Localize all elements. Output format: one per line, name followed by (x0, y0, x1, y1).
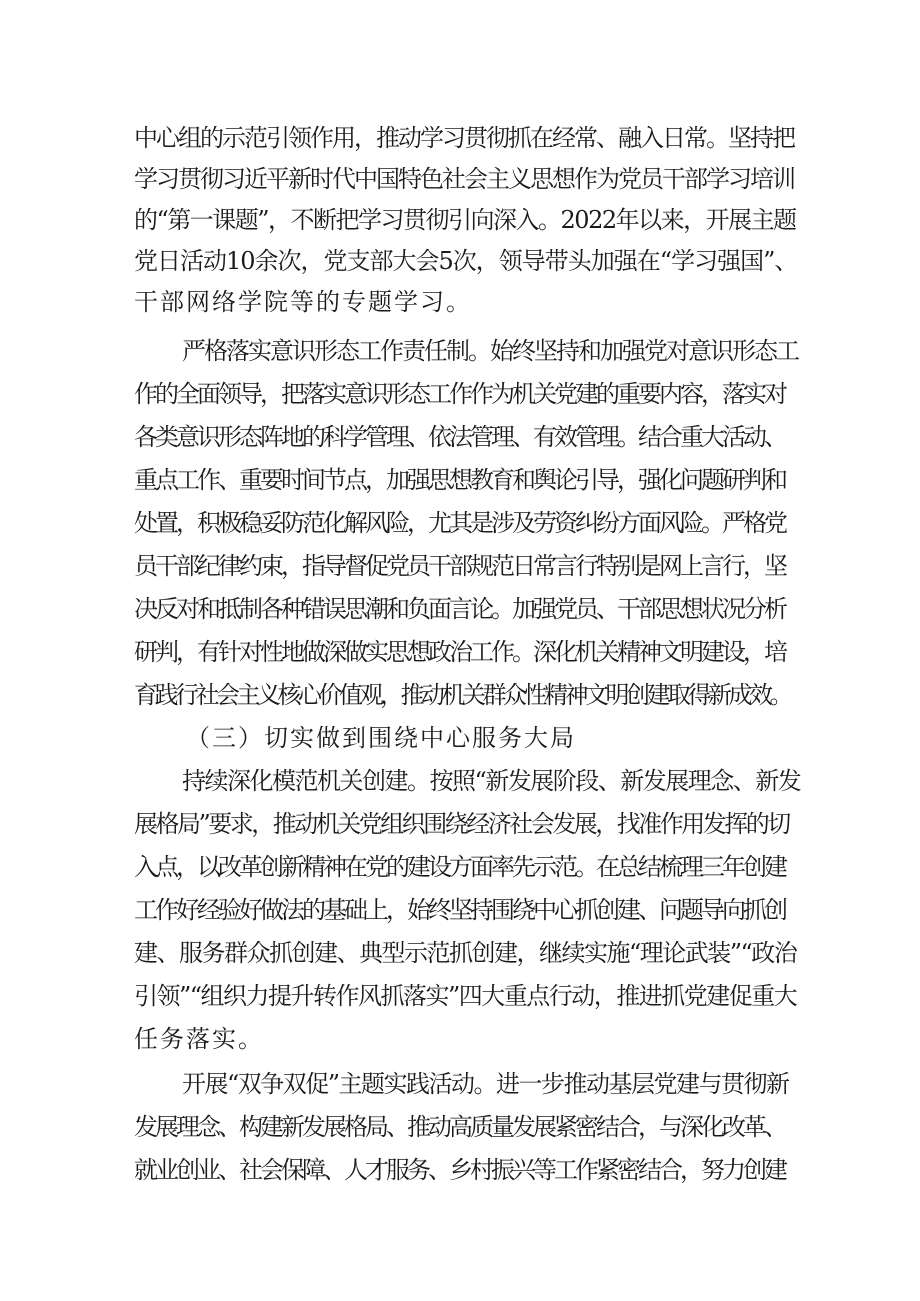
text-line: 建、服务群众抓创建、典型示范抓创建，继续实施“理论武装”“政治 (134, 939, 797, 967)
text-line: 员干部纪律约束，指导督促党员干部规范日常言行特别是网上言行，坚 (134, 552, 785, 580)
text-line: 就业创业、社会保障、人才服务、乡村振兴等工作紧密结合，努力创建 (134, 1156, 785, 1184)
paragraph-first-line: 持续深化模范机关创建。按照“新发展阶段、新发展理念、新发 (182, 767, 801, 795)
text-line: 重点工作、重要时间节点，加强思想教育和舆论引导，强化问题研判和 (134, 466, 785, 494)
section-heading: （三）切实做到围绕中心服务大局 (186, 724, 576, 752)
text-line: 决反对和抵制各种错误思潮和负面言论。加强党员、干部思想状况分析 (134, 595, 785, 623)
text-line: 各类意识形态阵地的科学管理、依法管理、有效管理。结合重大活动、 (134, 423, 785, 451)
text-line: 展格局”要求，推动机关党组织围绕经济社会发展，找准作用发挥的切 (134, 810, 789, 838)
text-line: 入点，以改革创新精神在党的建设方面率先示范。在总结梳理三年创建 (134, 853, 785, 881)
text-line: 干部网络学院等的专题学习。 (134, 288, 472, 316)
text-line: 的“第一课题”，不断把学习贯彻引向深入。2022年以来，开展主题 (134, 206, 796, 234)
text-line: 引领”“组织力提升转作风抓落实”四大重点行动，推进抓党建促重大 (134, 982, 797, 1010)
text-line: 研判，有针对性地做深做实思想政治工作。深化机关精神文明建设，培 (134, 638, 785, 666)
text-line: 作的全面领导，把落实意识形态工作作为机关党建的重要内容，落实对 (134, 380, 785, 408)
text-line: 工作好经验好做法的基础上，始终坚持围绕中心抓创建、问题导向抓创 (134, 896, 785, 924)
text-line: 发展理念、构建新发展格局、推动高质量发展紧密结合，与深化改革、 (134, 1113, 785, 1141)
text-line: 中心组的示范引领作用，推动学习贯彻抓在经常、融入日常。坚持把 (134, 124, 794, 152)
text-line: 任务落实。 (134, 1025, 264, 1053)
text-line: 处置，积极稳妥防范化解风险，尤其是涉及劳资纠纷方面风险。严格党 (134, 509, 785, 537)
paragraph-first-line: 开展“双争双促”主题实践活动。进一步推动基层党建与贯彻新 (182, 1070, 789, 1098)
paragraph-first-line: 严格落实意识形态工作责任制。始终坚持和加强党对意识形态工 (182, 337, 798, 365)
text-line: 育践行社会主义核心价值观，推动机关群众性精神文明创建取得新成效。 (134, 681, 790, 709)
text-line: 党日活动10余次，党支部大会5次，领导带头加强在“学习强国”、 (134, 247, 798, 275)
text-line: 学习贯彻习近平新时代中国特色社会主义思想作为党员干部学习培训 (134, 165, 794, 193)
